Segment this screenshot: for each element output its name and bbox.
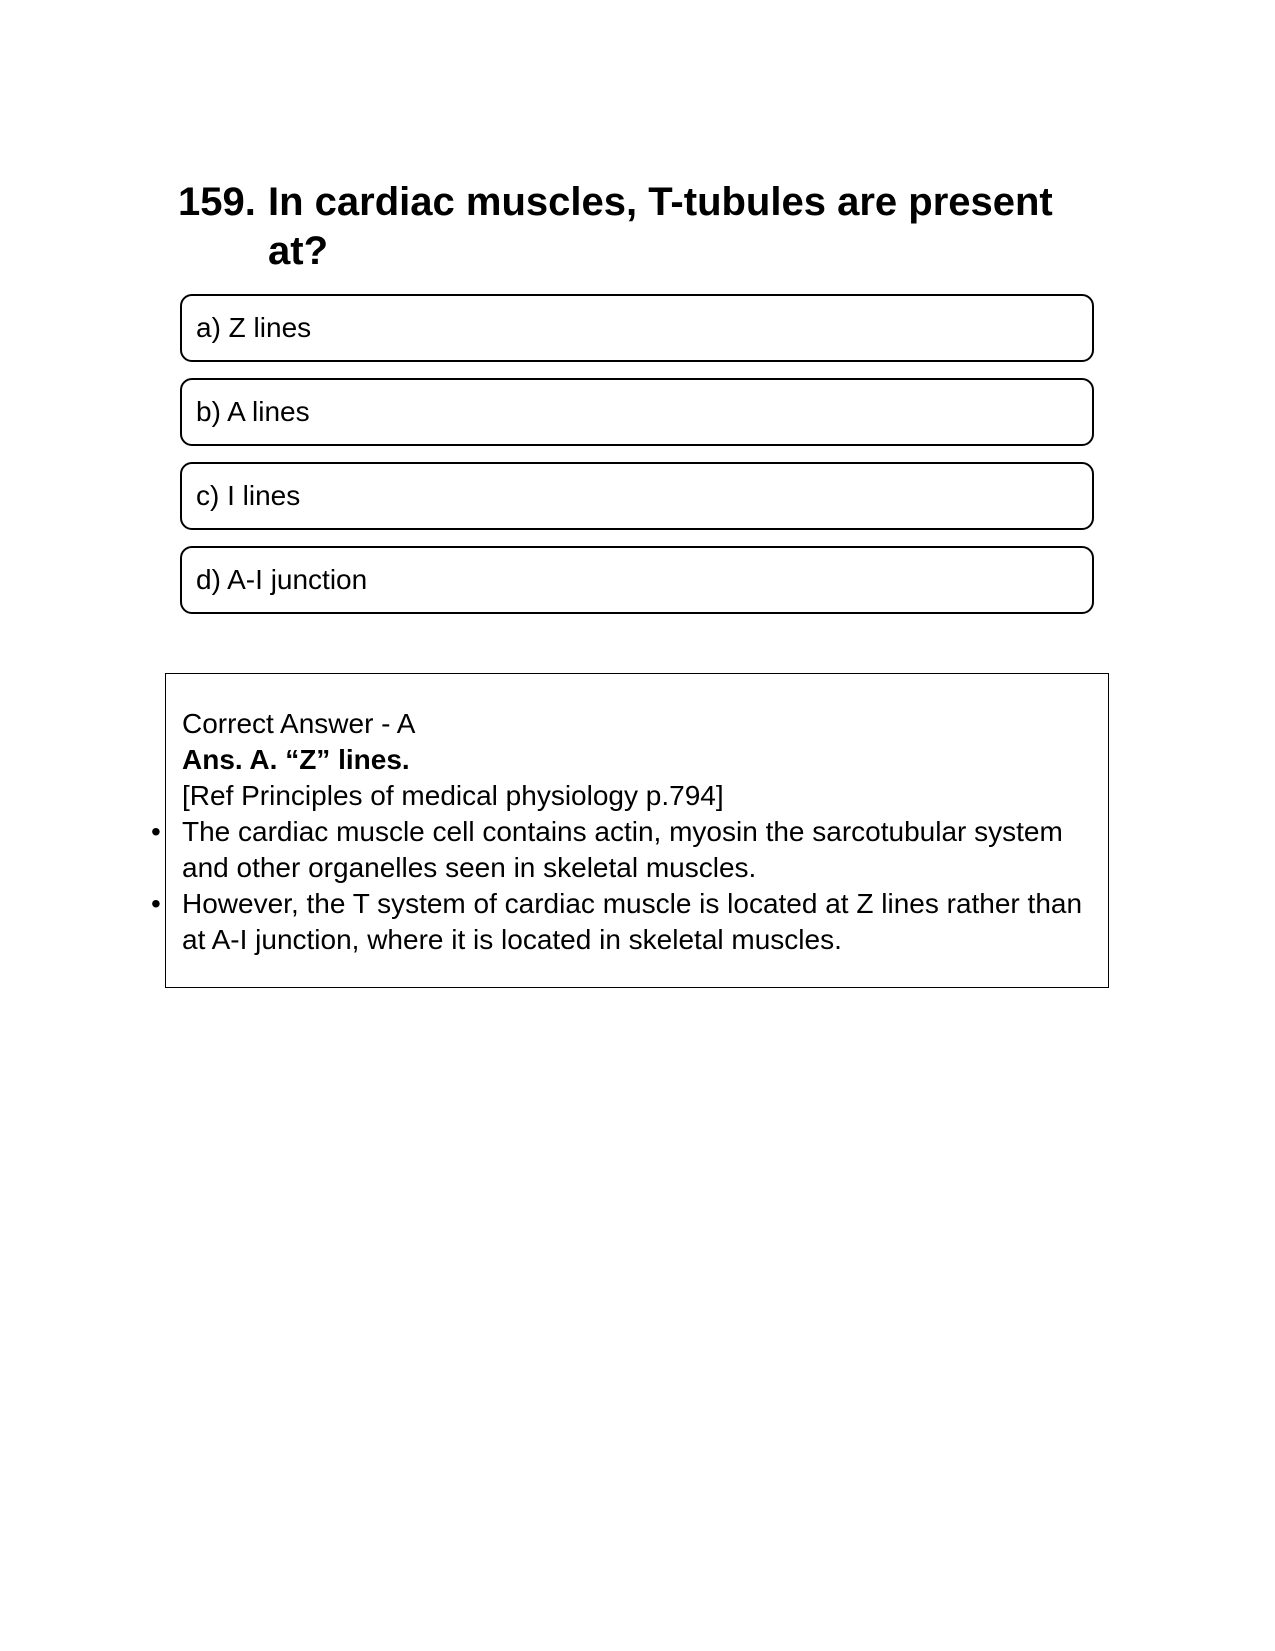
- answer-box: [151, 673, 1109, 988]
- answer-reference: [Ref Principles of medical physiology p.794]: [182, 780, 724, 811]
- bullet-icon: •: [151, 888, 161, 919]
- explanation-text: The cardiac muscle cell contains actin, myosin the sarcotubular system and other organelles seen in skeletal muscles.: [182, 816, 1063, 883]
- list-item: [151, 886, 1108, 958]
- option-b-label: b) A lines: [196, 396, 310, 427]
- correct-answer: Correct Answer - A: [182, 708, 416, 739]
- option-a-label: a) Z lines: [196, 312, 312, 343]
- explanation-list: [151, 814, 1108, 958]
- bullet-icon: •: [151, 816, 161, 847]
- answer-heading: Ans. A. “Z” lines.: [182, 744, 410, 775]
- question-number: 159.: [178, 180, 256, 224]
- option-c-label: c) I lines: [196, 480, 301, 511]
- option-d-label: d) A-I junction: [196, 564, 368, 595]
- question-heading: [178, 178, 1098, 276]
- option-d[interactable]: [180, 546, 1094, 614]
- question-text: In cardiac muscles, T-tubules are present at?: [268, 180, 1053, 273]
- options-list: [180, 294, 1094, 630]
- option-c[interactable]: [180, 462, 1094, 530]
- explanation-text: However, the T system of cardiac muscle is located at Z lines rather than at A-I junction, where it is located in skeletal muscles.: [182, 888, 1083, 955]
- option-b[interactable]: [180, 378, 1094, 446]
- option-a[interactable]: [180, 294, 1094, 362]
- list-item: [151, 814, 1108, 886]
